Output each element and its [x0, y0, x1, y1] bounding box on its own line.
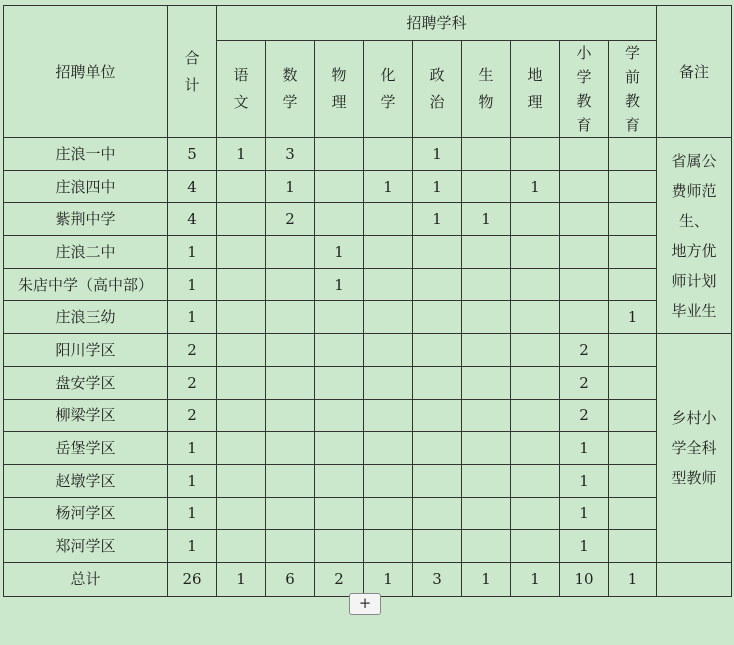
- row-total: 2: [168, 366, 217, 399]
- total-count: 1: [462, 562, 511, 596]
- row-count: [217, 497, 266, 530]
- row-count: [609, 138, 657, 171]
- row-count: [217, 268, 266, 301]
- row-count: [364, 236, 413, 269]
- row-count: [609, 497, 657, 530]
- row-count: [315, 138, 364, 171]
- table-row: [4, 530, 732, 563]
- note-line: 费师范: [671, 181, 717, 200]
- row-count: [462, 464, 511, 497]
- total-label: 总计: [4, 562, 168, 596]
- row-count: [266, 432, 315, 465]
- row-count: 1: [315, 236, 364, 269]
- row-count: [266, 464, 315, 497]
- row-count: [364, 366, 413, 399]
- row-count: [462, 170, 511, 203]
- table-row: [4, 268, 732, 301]
- row-count: [315, 301, 364, 334]
- total-count: 1: [609, 562, 657, 596]
- row-count: [217, 236, 266, 269]
- row-total: 1: [168, 301, 217, 334]
- header-subject: [266, 41, 315, 138]
- row-count: [364, 268, 413, 301]
- row-count: [609, 399, 657, 432]
- row-count: [609, 334, 657, 367]
- row-count: [609, 170, 657, 203]
- row-count: 1: [560, 464, 609, 497]
- add-row-button[interactable]: +: [349, 593, 381, 615]
- row-count: 1: [560, 530, 609, 563]
- table-row: [4, 366, 732, 399]
- header-text: 学前教育: [624, 44, 640, 134]
- row-count: [315, 497, 364, 530]
- row-count: [511, 236, 560, 269]
- row-count: [364, 497, 413, 530]
- row-count: [511, 301, 560, 334]
- header-subject: [511, 41, 560, 138]
- row-count: 2: [560, 334, 609, 367]
- row-count: [217, 366, 266, 399]
- row-count: [364, 301, 413, 334]
- row-count: [462, 530, 511, 563]
- row-count: [560, 203, 609, 236]
- row-count: [511, 399, 560, 432]
- table-row: [4, 334, 732, 367]
- row-count: [413, 334, 462, 367]
- row-unit: 庄浪三幼: [4, 301, 168, 334]
- row-count: [511, 530, 560, 563]
- row-count: [462, 236, 511, 269]
- row-count: 2: [560, 399, 609, 432]
- row-count: 1: [560, 497, 609, 530]
- row-unit: 庄浪二中: [4, 236, 168, 269]
- header-subject: [462, 41, 511, 138]
- row-count: [266, 366, 315, 399]
- row-total: 1: [168, 236, 217, 269]
- table-row: [4, 301, 732, 334]
- total-count: 3: [413, 562, 462, 596]
- row-count: [217, 432, 266, 465]
- row-count: [462, 138, 511, 171]
- row-count: [217, 203, 266, 236]
- row-count: [560, 268, 609, 301]
- row-count: [511, 268, 560, 301]
- row-count: [364, 334, 413, 367]
- row-count: [315, 432, 364, 465]
- row-count: [315, 366, 364, 399]
- row-count: [413, 301, 462, 334]
- row-count: [315, 464, 364, 497]
- header-text: 合计: [184, 48, 200, 94]
- row-count: [462, 366, 511, 399]
- row-count: [462, 497, 511, 530]
- header-subject: [609, 41, 657, 138]
- header-total: [168, 6, 217, 138]
- row-count: [511, 432, 560, 465]
- header-subjects-group: 招聘学科: [217, 6, 657, 41]
- header-subject: [560, 41, 609, 138]
- row-count: [266, 301, 315, 334]
- row-count: [609, 268, 657, 301]
- header-subject: [315, 41, 364, 138]
- row-unit: 庄浪四中: [4, 170, 168, 203]
- row-unit: 庄浪一中: [4, 138, 168, 171]
- header-text: 物理: [331, 66, 347, 111]
- total-count: 6: [266, 562, 315, 596]
- row-count: [217, 301, 266, 334]
- row-count: [413, 464, 462, 497]
- note-line: 省属公: [671, 151, 717, 170]
- row-count: [462, 301, 511, 334]
- row-count: [413, 268, 462, 301]
- row-count: [364, 399, 413, 432]
- row-count: 2: [560, 366, 609, 399]
- row-total: 1: [168, 530, 217, 563]
- row-count: [511, 366, 560, 399]
- row-count: [266, 399, 315, 432]
- row-count: [266, 530, 315, 563]
- total-count: 10: [560, 562, 609, 596]
- row-count: 3: [266, 138, 315, 171]
- row-count: [266, 236, 315, 269]
- table-row: [4, 203, 732, 236]
- row-count: [560, 236, 609, 269]
- row-count: [511, 464, 560, 497]
- row-count: 1: [560, 432, 609, 465]
- row-count: [315, 170, 364, 203]
- row-unit: 朱店中学（高中部）: [4, 268, 168, 301]
- row-count: [609, 203, 657, 236]
- row-count: [217, 170, 266, 203]
- row-count: [560, 170, 609, 203]
- note-line: 毕业生: [671, 301, 717, 320]
- header-text: 生物: [478, 66, 494, 111]
- row-count: [462, 399, 511, 432]
- header-row: [4, 6, 732, 41]
- row-unit: 杨河学区: [4, 497, 168, 530]
- recruitment-table: [3, 5, 732, 597]
- row-total: 1: [168, 464, 217, 497]
- row-count: [413, 530, 462, 563]
- row-count: [511, 334, 560, 367]
- table-row: [4, 464, 732, 497]
- row-count: [511, 497, 560, 530]
- header-text: 化学: [380, 66, 396, 111]
- row-count: [315, 334, 364, 367]
- total-note-empty: [657, 562, 732, 596]
- row-count: [413, 399, 462, 432]
- note-line: 地方优: [671, 241, 717, 260]
- row-count: [609, 464, 657, 497]
- row-count: [560, 138, 609, 171]
- row-count: [413, 236, 462, 269]
- total-row: [4, 562, 732, 596]
- table-row: [4, 138, 732, 171]
- row-count: [511, 138, 560, 171]
- row-count: [266, 334, 315, 367]
- row-count: [609, 366, 657, 399]
- row-total: 2: [168, 399, 217, 432]
- table-row: [4, 432, 732, 465]
- row-unit: 赵墩学区: [4, 464, 168, 497]
- header-subject: [217, 41, 266, 138]
- row-count: 1: [511, 170, 560, 203]
- note-cell: [657, 138, 732, 334]
- row-count: [560, 301, 609, 334]
- row-count: 1: [315, 268, 364, 301]
- row-count: [462, 334, 511, 367]
- row-count: [364, 432, 413, 465]
- note-cell: [657, 334, 732, 563]
- table-row: [4, 236, 732, 269]
- row-total: 5: [168, 138, 217, 171]
- row-count: 1: [413, 138, 462, 171]
- row-count: [609, 530, 657, 563]
- row-count: [413, 497, 462, 530]
- row-count: [462, 432, 511, 465]
- row-count: [609, 236, 657, 269]
- header-subject: [413, 41, 462, 138]
- row-count: 1: [266, 170, 315, 203]
- row-unit: 盘安学区: [4, 366, 168, 399]
- header-text: 小学教育: [576, 44, 592, 134]
- row-count: [315, 530, 364, 563]
- row-count: [413, 432, 462, 465]
- total-count: 2: [315, 562, 364, 596]
- row-total: 1: [168, 268, 217, 301]
- header-text: 政治: [429, 66, 445, 111]
- header-unit: 招聘单位: [4, 6, 168, 138]
- row-count: [364, 138, 413, 171]
- row-unit: 紫荆中学: [4, 203, 168, 236]
- row-count: 1: [413, 203, 462, 236]
- note-line: 型教师: [671, 469, 717, 488]
- row-count: [462, 268, 511, 301]
- row-count: 1: [462, 203, 511, 236]
- row-unit: 郑河学区: [4, 530, 168, 563]
- row-total: 4: [168, 170, 217, 203]
- row-count: 1: [364, 170, 413, 203]
- row-count: [217, 464, 266, 497]
- header-text: 地理: [527, 66, 543, 111]
- row-count: [413, 366, 462, 399]
- row-count: [217, 530, 266, 563]
- row-total: 2: [168, 334, 217, 367]
- row-count: 1: [609, 301, 657, 334]
- row-total: 1: [168, 432, 217, 465]
- row-total: 1: [168, 497, 217, 530]
- row-unit: 岳堡学区: [4, 432, 168, 465]
- header-text: 数学: [282, 66, 298, 111]
- row-count: 1: [217, 138, 266, 171]
- note-line: 学全科: [671, 439, 717, 458]
- total-count: 1: [217, 562, 266, 596]
- header-note: 备注: [657, 6, 732, 138]
- row-count: [217, 334, 266, 367]
- total-count: 1: [364, 562, 413, 596]
- table-row: [4, 170, 732, 203]
- row-count: 2: [266, 203, 315, 236]
- row-count: [511, 203, 560, 236]
- row-total: 4: [168, 203, 217, 236]
- header-text: 语文: [233, 66, 249, 111]
- row-count: [266, 268, 315, 301]
- note-line: 乡村小: [671, 409, 717, 428]
- table-row: [4, 497, 732, 530]
- row-count: [315, 399, 364, 432]
- total-count: 1: [511, 562, 560, 596]
- table-row: [4, 399, 732, 432]
- note-line: 生、: [678, 211, 709, 230]
- row-count: 1: [413, 170, 462, 203]
- row-unit: 柳梁学区: [4, 399, 168, 432]
- header-subject: [364, 41, 413, 138]
- row-unit: 阳川学区: [4, 334, 168, 367]
- row-count: [364, 464, 413, 497]
- note-line: 师计划: [671, 271, 717, 290]
- row-count: [315, 203, 364, 236]
- row-count: [217, 399, 266, 432]
- grand-total: 26: [168, 562, 217, 596]
- row-count: [609, 432, 657, 465]
- row-count: [364, 203, 413, 236]
- row-count: [364, 530, 413, 563]
- row-count: [266, 497, 315, 530]
